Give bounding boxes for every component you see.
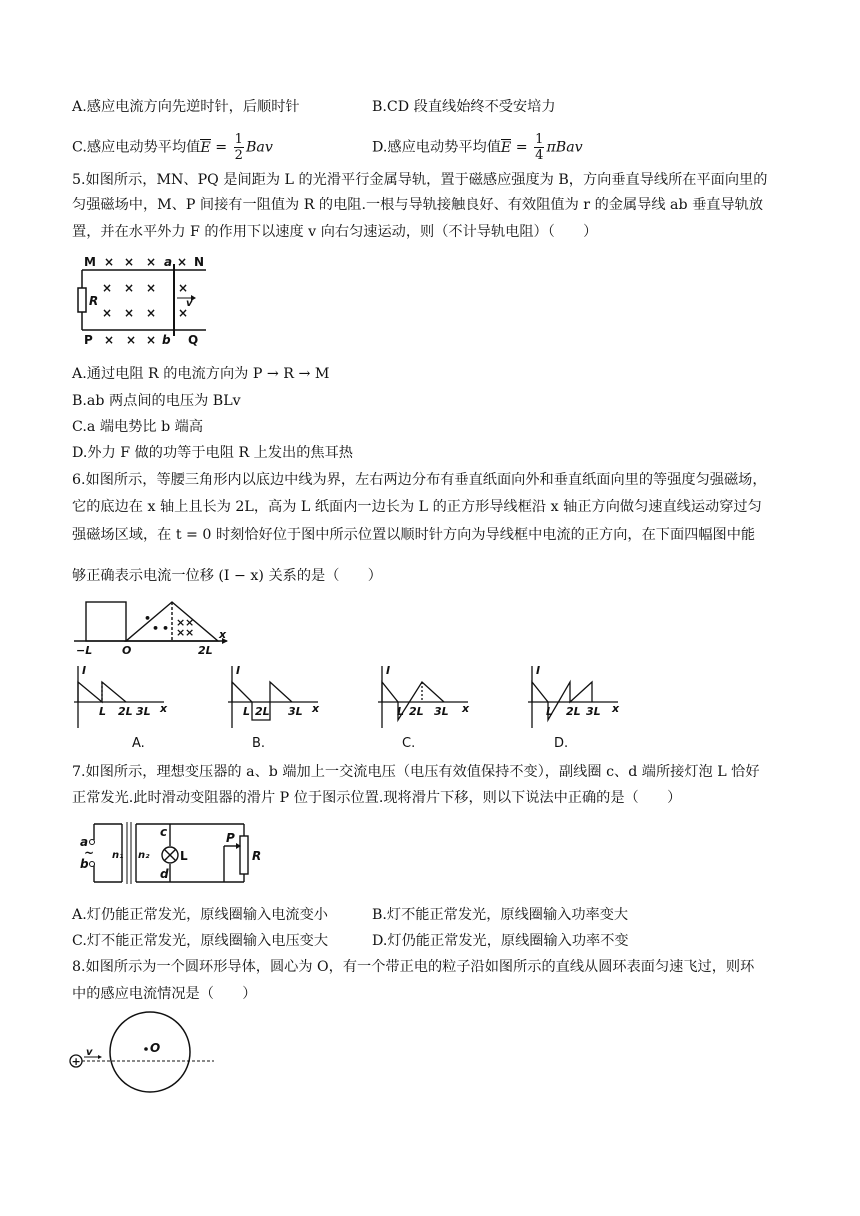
- q6-graph-label-2l: 2L: [255, 705, 270, 718]
- q6-graph-label-x: x: [312, 702, 320, 715]
- q6-graph-label-3l: 3L: [586, 705, 601, 718]
- q7-label-lamp: L: [180, 849, 188, 863]
- q6-label-2l: 2L: [198, 644, 213, 656]
- q6-graph-label-2l: 2L: [118, 705, 133, 718]
- q6-graph-label-3l: 3L: [434, 705, 449, 718]
- q6-label-o: O: [122, 644, 132, 656]
- q6-graph-label-i: I: [236, 664, 241, 677]
- q4-option-c-num: 1: [234, 132, 243, 147]
- q4-option-c: [72, 132, 273, 163]
- q6-graph-c: [376, 662, 476, 732]
- q6-label-x: x: [219, 628, 227, 641]
- q6-graph-label-2l: 2L: [566, 705, 581, 718]
- q6-graph-label-l: L: [243, 705, 251, 718]
- q5-option-b: B.ab 两点间的电压为 BLv: [72, 393, 241, 409]
- q5-cross: ×: [104, 333, 115, 347]
- q8-ring-diagram: [66, 1008, 216, 1098]
- q8-label-v: v: [86, 1047, 93, 1058]
- q4-option-d: [372, 132, 583, 163]
- q5-label-q: Q: [188, 333, 199, 347]
- q5-cross: ×: [178, 281, 189, 295]
- q5-option-d: D.外力 F 做的功等于电阻 R 上发出的焦耳热: [72, 445, 353, 461]
- q7-stem-line2: 正常发光.此时滑动变阻器的滑片 P 位于图示位置.现将滑片下移，则以下说法中正确的是（ ）: [72, 790, 682, 806]
- q6-graph-label-l: L: [99, 705, 107, 718]
- q5-cross: ×: [146, 281, 157, 295]
- q7-label-c: c: [160, 825, 168, 839]
- q6-dot: •: [144, 612, 152, 625]
- q5-cross: ×: [124, 306, 135, 320]
- q6-choice-b: B.: [252, 736, 266, 751]
- q6-cross: ×: [176, 616, 186, 629]
- q4-option-d-fraction: [534, 132, 544, 163]
- q4-option-c-fraction: [234, 132, 244, 163]
- q5-cross: ×: [124, 281, 135, 295]
- q6-graph-label-l: L: [397, 705, 405, 718]
- q7-label-p: P: [226, 831, 235, 845]
- q5-cross: ×: [146, 306, 157, 320]
- q5-label-n: N: [194, 255, 205, 269]
- q6-choice-a: A.: [132, 736, 145, 751]
- q6-dot: •: [152, 622, 160, 635]
- q4-option-d-prefix: D.感应电动势平均值: [372, 139, 501, 156]
- q6-dot: •: [162, 622, 170, 635]
- q5-cross: ×: [124, 255, 135, 269]
- q4-option-d-num: 1: [535, 132, 544, 147]
- q4-option-c-prefix: C.感应电动势平均值: [72, 139, 201, 156]
- q6-cross: ×: [176, 626, 186, 639]
- q4-option-c-den: 2: [234, 148, 243, 163]
- q4-option-c-suffix: Bav: [245, 139, 273, 156]
- q6-stem-line4: 够正确表示电流一位移 (I − x) 关系的是（ ）: [72, 568, 382, 584]
- q6-label-neg-l: −L: [76, 644, 93, 656]
- q6-graph-label-i: I: [386, 664, 391, 677]
- q5-option-a: A.通过电阻 R 的电流方向为 P → R → M: [72, 366, 330, 382]
- q7-label-b: b: [80, 857, 89, 871]
- q4-option-d-eq: =: [511, 139, 533, 156]
- q5-cross: ×: [178, 306, 189, 320]
- q8-stem-line2: 中的感应电流情况是（ ）: [72, 986, 257, 1002]
- q7-option-d: D.灯仍能正常发光，原线圈输入功率不变: [372, 933, 629, 949]
- q4-option-d-suffix: πBav: [546, 139, 583, 156]
- q5-rail-diagram: [74, 254, 214, 348]
- q5-stem-line3: 置，并在水平外力 F 的作用下以速度 v 向右匀速运动，则（不计导轨电阻）（ ）: [72, 224, 598, 240]
- q6-stem-line2: 它的底边在 x 轴上且长为 2L，高为 L 纸面内一边长为 L 的正方形导线框沿 x 轴正方向做匀速直线运动穿过匀: [72, 499, 762, 515]
- q4-option-c-eq: =: [210, 139, 232, 156]
- q7-label-a: a: [80, 835, 89, 849]
- q7-transformer-diagram: [74, 816, 264, 892]
- q7-label-n2: n₂: [138, 850, 150, 861]
- q6-graph-label-x: x: [462, 702, 470, 715]
- q8-stem-line1: 8.如图所示为一个圆环形导体，圆心为 O，有一个带正电的粒子沿如图所示的直线从圆环表面匀速飞过，则环: [72, 959, 755, 975]
- q6-cross: ×: [185, 626, 195, 639]
- q6-graph-label-3l: 3L: [288, 705, 303, 718]
- q6-graph-label-i: I: [82, 664, 87, 677]
- q7-stem-line1: 7.如图所示，理想变压器的 a、b 端加上一交流电压（电压有效值保持不变），副线圈 c、d 端所接灯泡 L 恰好: [72, 764, 760, 780]
- q5-label-r: R: [89, 294, 99, 308]
- q7-option-c: C.灯不能正常发光，原线圈输入电压变大: [72, 933, 329, 949]
- q4-option-c-e: E: [200, 139, 211, 156]
- q5-cross: ×: [126, 333, 137, 347]
- q6-graph-d: [526, 662, 626, 732]
- q4-option-a: A.感应电流方向先逆时针，后顺时针: [72, 99, 300, 115]
- q5-stem-line2: 匀强磁场中，M、P 间接有一阻值为 R 的电阻.一根与导轨接触良好、有效阻值为 r 的金属导线 ab 垂直导轨放: [72, 197, 764, 213]
- q6-graph-label-x: x: [160, 702, 168, 715]
- q5-cross: ×: [104, 255, 115, 269]
- q5-label-p: P: [84, 333, 93, 347]
- q6-choice-d: D.: [554, 736, 569, 751]
- q5-cross: ×: [102, 281, 113, 295]
- q4-option-d-den: 4: [535, 148, 544, 163]
- q7-label-d: d: [160, 867, 169, 881]
- q5-cross: ×: [146, 255, 157, 269]
- q5-label-v: v: [186, 298, 193, 309]
- q7-option-b: B.灯不能正常发光，原线圈输入功率变大: [372, 907, 629, 923]
- q6-graph-label-l: L: [546, 705, 554, 718]
- q5-option-c: C.a 端电势比 b 端高: [72, 419, 204, 435]
- q6-graph-label-i: I: [536, 664, 541, 677]
- q6-graph-a: [72, 662, 172, 732]
- q5-label-a: a: [164, 255, 173, 269]
- q8-label-o: O: [150, 1041, 161, 1055]
- q5-label-b: b: [162, 333, 171, 347]
- q8-plus-charge: +: [71, 1055, 81, 1068]
- q6-graph-label-3l: 3L: [136, 705, 151, 718]
- q6-field-diagram: [72, 596, 232, 656]
- q4-option-b: B.CD 段直线始终不受安培力: [372, 99, 556, 115]
- q6-stem-line3: 强磁场区域，在 t = 0 时刻恰好位于图中所示位置以顺时针方向为导线框中电流的正方向，在下面四幅图中能: [72, 527, 756, 543]
- q7-option-a: A.灯仍能正常发光，原线圈输入电流变小: [72, 907, 328, 923]
- q7-label-tilde: ~: [84, 846, 95, 860]
- q5-cross: ×: [177, 255, 188, 269]
- q6-graph-b: [226, 662, 326, 732]
- q6-cross: ×: [185, 616, 195, 629]
- q5-stem-line1: 5.如图所示，MN、PQ 是间距为 L 的光滑平行金属导轨，置于磁感应强度为 B，方向垂直导线所在平面向里的: [72, 172, 768, 188]
- q5-label-m: M: [84, 255, 96, 269]
- q5-cross: ×: [102, 306, 113, 320]
- q6-stem-line1: 6.如图所示，等腰三角形内以底边中线为界，左右两边分布有垂直纸面向外和垂直纸面向里的等强度匀强磁场，: [72, 472, 767, 488]
- q6-graph-label-2l: 2L: [409, 705, 424, 718]
- q5-cross: ×: [146, 333, 157, 347]
- q6-graph-label-x: x: [612, 702, 620, 715]
- q4-option-d-e: E: [500, 139, 512, 156]
- q7-label-n1: n₁: [112, 850, 124, 861]
- q7-label-r: R: [252, 849, 262, 863]
- q6-choice-c: C.: [402, 736, 416, 751]
